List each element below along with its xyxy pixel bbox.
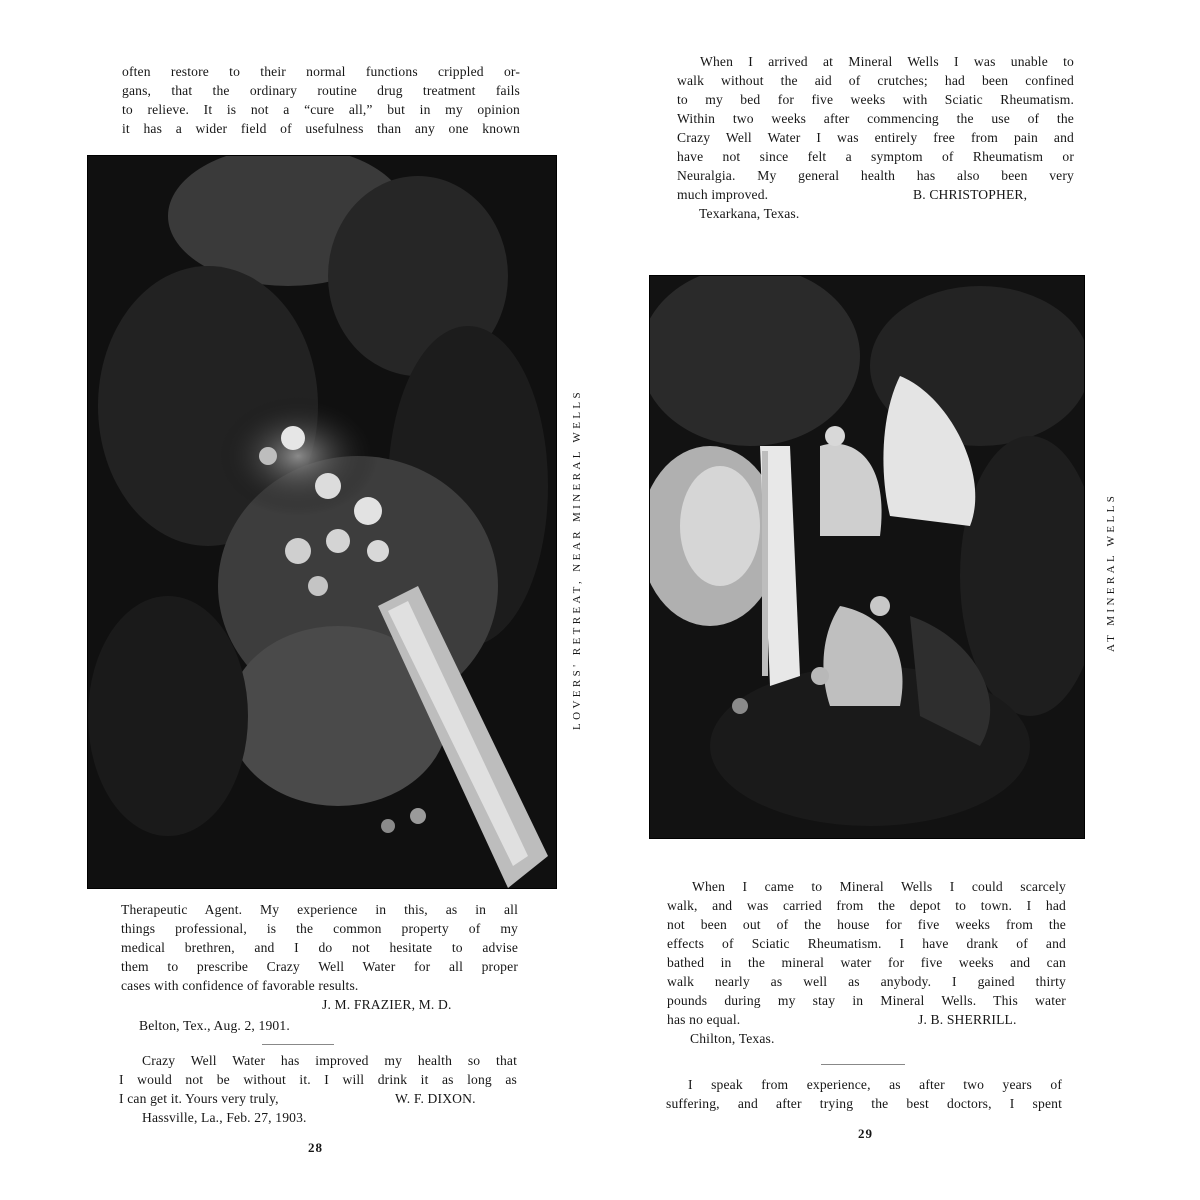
text-line: When I arrived at Mineral Wells I was unable to [700,54,1074,69]
text-line: have not since felt a symptom of Rheumatism or [677,149,1074,164]
mineral-wells-photo-art [650,276,1084,838]
text-line: often restore to their normal functions crippled or- [122,64,520,79]
text-line: Crazy Well Water I was entirely free from pain and [677,130,1074,145]
dixon-paragraph [119,1051,517,1089]
sherrill-last-line: has no equal. [667,1012,741,1027]
text-line: things professional, is the common property of my [121,921,518,936]
christopher-last-line: much improved. [677,187,769,202]
text-line: cases with confidence of favorable results. [121,978,359,993]
lovers-retreat-photo-art [88,156,556,888]
right-page [600,0,1200,1200]
text-line: Neuralgia. My general health has also been very [677,168,1074,183]
text-line: walk, and was carried from the depot to town. I had [667,898,1066,913]
page-number: 28 [308,1140,323,1155]
frazier-paragraph [121,900,518,995]
frazier-location: Belton, Tex., Aug. 2, 1901. [139,1018,290,1033]
text-line: I speak from experience, as after two years of [688,1077,1062,1092]
dixon-location: Hassville, La., Feb. 27, 1903. [142,1110,307,1125]
text-line: to my bed for five weeks with Sciatic Rheumatism. [677,92,1074,107]
top-paragraph [122,62,520,138]
christopher-signature: B. CHRISTOPHER, [913,187,1028,202]
separator-rule [821,1064,905,1065]
mineral-wells-photo [649,275,1085,839]
separator-rule [262,1044,334,1045]
text-line: When I came to Mineral Wells I could scarcely [692,879,1066,894]
text-line: gans, that the ordinary routine drug treatment fails [122,83,520,98]
text-line: suffering, and after trying the best doctors, I spent [666,1096,1062,1111]
text-line: them to prescribe Crazy Well Water for all proper [121,959,518,974]
christopher-paragraph [677,52,1074,185]
text-line: Crazy Well Water has improved my health so that [142,1053,517,1068]
lovers-retreat-photo [87,155,557,889]
last-paragraph [666,1075,1062,1113]
text-line: walk without the aid of crutches; had been confined [677,73,1074,88]
text-line: to relieve. It is not a “cure all,” but in my opinion [122,102,520,117]
dixon-signature: W. F. DIXON. [395,1091,476,1106]
text-line: medical brethren, and I do not hesitate to advise [121,940,518,955]
text-line: effects of Sciatic Rheumatism. I have drank of and [667,936,1066,951]
text-line: Therapeutic Agent. My experience in this, as in all [121,902,518,917]
dixon-last-line: I can get it. Yours very truly, [119,1091,279,1106]
sherrill-location: Chilton, Texas. [690,1031,775,1046]
christopher-location: Texarkana, Texas. [699,206,800,221]
text-line: it has a wider field of usefulness than any one known [122,121,520,136]
sherrill-signature: J. B. SHERRILL. [918,1012,1017,1027]
text-line: I would not be without it. I will drink it as long as [119,1072,517,1087]
text-line: bathed in the mineral water for five weeks and can [667,955,1066,970]
text-line: pounds during my stay in Mineral Wells. This water [667,993,1066,1008]
text-line: Within two weeks after commencing the use of the [677,111,1074,126]
page-number: 29 [858,1126,873,1141]
sherrill-paragraph [667,877,1066,1010]
text-line: walk nearly as well as anybody. I gained thirty [667,974,1066,989]
frazier-signature: J. M. FRAZIER, M. D. [322,997,452,1012]
mineral-wells-caption: AT MINERAL WELLS [1105,492,1117,652]
text-line: not been out of the house for five weeks from the [667,917,1066,932]
lovers-retreat-caption: LOVERS' RETREAT, NEAR MINERAL WELLS [571,388,583,730]
